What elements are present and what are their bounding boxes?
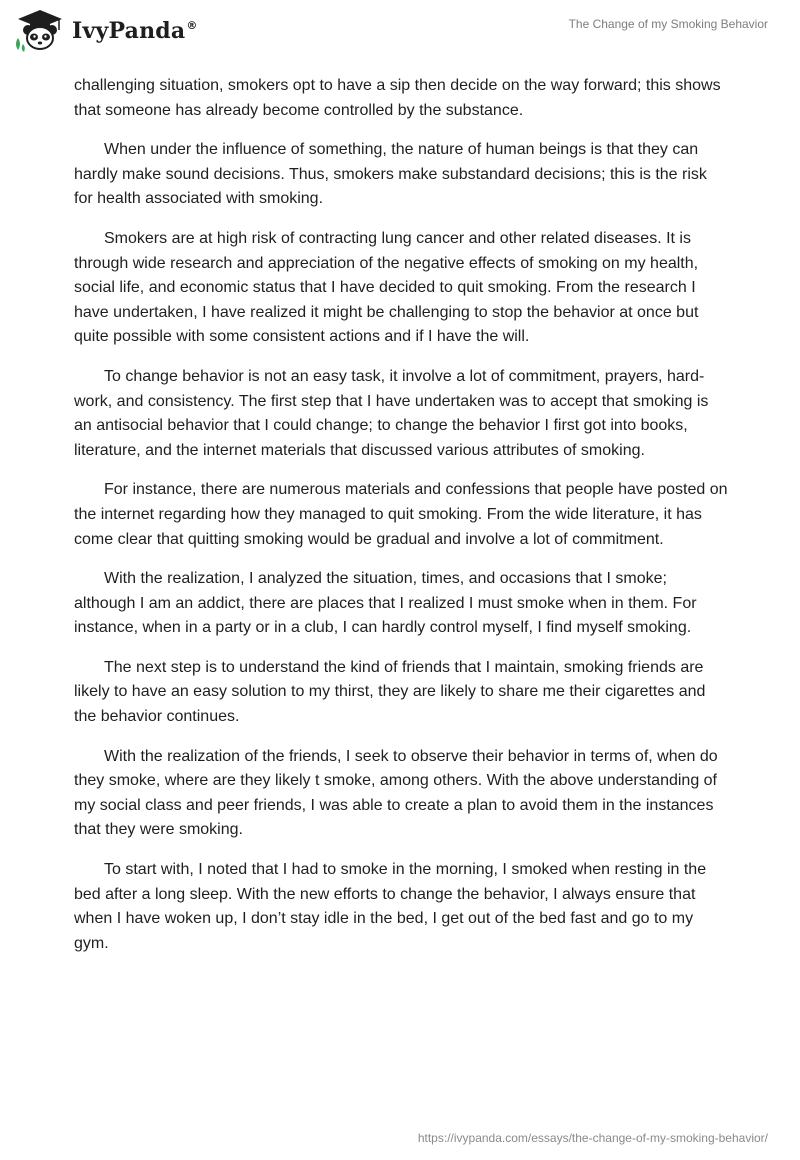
source-url[interactable]: https://ivypanda.com/essays/the-change-of-my-smoking-behavior/ bbox=[417, 1131, 768, 1145]
paragraph: With the realization of the friends, I seek to observe their behavior in terms of, when do they smoke, where are they likely t smoke, among others. With the above understanding of my social class and peer friends, I was able to create a plan to avoid them in the instances that they were smoking. bbox=[74, 747, 718, 839]
paragraph: The next step is to understand the kind of friends that I maintain, smoking friends are likely to have an easy solution to my thirst, they are likely to share me their cigarettes and the behavior continues. bbox=[74, 658, 706, 726]
ivypanda-logo[interactable] bbox=[14, 8, 198, 52]
paragraph: When under the influence of something, the nature of human beings is that they can hardly make sound decisions. Thus, smokers make substandard decisions; this is the risk for health associated with smoking. bbox=[74, 141, 707, 208]
paragraph: For instance, there are numerous materials and confessions that people have posted on the internet regarding how they managed to quit smoking. From the wide literature, it has come clear that quitting smoking would be gradual and involve a lot of commitment. bbox=[74, 481, 728, 548]
document-title: The Change of my Smoking Behavior bbox=[568, 17, 768, 31]
paragraph: To start with, I noted that I had to smoke in the morning, I smoked when resting in the bed after a long sleep. With the new efforts to change the behavior, I always ensure that when I have woken up, I don’t stay idle in the bed, I get out of the bed fast and go to my gym. bbox=[74, 861, 707, 952]
brand-name: IvyPanda® bbox=[72, 18, 198, 44]
paragraph: Smokers are at high risk of contracting lung cancer and other related diseases. It is through wide research and appreciation of the negative effects of smoking on my health, social life, and economic status that I have decided to quit smoking. From the research I have undertaken, I have realized it might be challenging to stop the behavior at once but quite possible with some consistent actions and if I have the will. bbox=[74, 229, 699, 346]
page-header bbox=[0, 0, 800, 64]
essay-body bbox=[74, 74, 728, 971]
panda-graduation-cap-icon bbox=[14, 8, 66, 52]
paragraph: With the realization, I analyzed the situation, times, and occasions that I smoke; although I am an addict, there are places that I realized I must smoke when in them. For instance, when in a party or in a club, I can hardly control myself, I find myself smoking. bbox=[74, 570, 697, 637]
paragraph: To change behavior is not an easy task, it involve a lot of commitment, prayers, hard-work, and consistency. The first step that I have undertaken was to accept that smoking is an antisocial behavior that I could change; to change the behavior I first got into books, literature, and the internet materials that discussed various attributes of smoking. bbox=[74, 367, 709, 459]
paragraph: challenging situation, smokers opt to have a sip then decide on the way forward; this shows that someone has already become controlled by the substance. bbox=[74, 77, 721, 119]
registered-mark: ® bbox=[186, 19, 198, 32]
